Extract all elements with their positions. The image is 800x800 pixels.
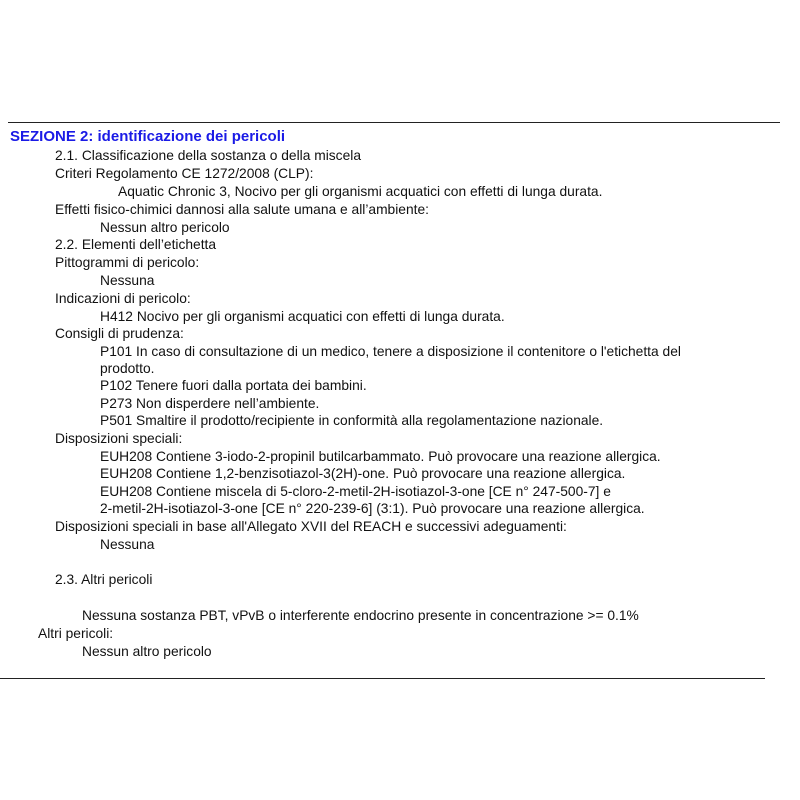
subsection-2-3-heading: 2.3. Altri pericoli: [55, 572, 153, 587]
criteria-label: Criteri Regolamento CE 1272/2008 (CLP):: [55, 166, 314, 181]
pictograms-label: Pittogrammi di pericolo:: [55, 255, 200, 270]
precaution-p101-continued: prodotto.: [100, 361, 155, 376]
precaution-p101: P101 In caso di consultazione di un medico, tenere a disposizione il contenitore o l'etichetta del: [100, 344, 681, 359]
reach-provisions-value: Nessuna: [100, 537, 155, 552]
other-hazards-label: Altri pericoli:: [38, 626, 114, 641]
special-provisions-label: Disposizioni speciali:: [55, 431, 183, 446]
precaution-p501: P501 Smaltire il prodotto/recipiente in conformità alla regolamentazione nazionale.: [100, 413, 604, 428]
subsection-2-2-heading: 2.2. Elementi dell’etichetta: [55, 237, 217, 252]
top-divider: [8, 122, 780, 123]
criteria-value: Aquatic Chronic 3, Nocivo per gli organismi acquatici con effetti di lunga durata.: [118, 184, 603, 199]
precaution-p102: P102 Tenere fuori dalla portata dei bambini.: [100, 378, 367, 393]
pictograms-value: Nessuna: [100, 273, 155, 288]
precaution-p273: P273 Non disperdere nell’ambiente.: [100, 396, 320, 411]
pbt-statement: Nessuna sostanza PBT, vPvB o interferente endocrino presente in concentrazione >= 0.1%: [82, 608, 639, 623]
euh208-statement-3-continued: 2-metil-2H-isotiazol-3-one [CE n° 220-239-6] (3:1). Può provocare una reazione allergica.: [100, 501, 645, 516]
other-hazards-value: Nessun altro pericolo: [82, 644, 212, 659]
hazard-statement-h412: H412 Nocivo per gli organismi acquatici con effetti di lunga durata.: [100, 309, 505, 324]
hazard-label: Indicazioni di pericolo:: [55, 291, 191, 306]
bottom-divider: [0, 678, 765, 679]
subsection-2-1-heading: 2.1. Classificazione della sostanza o della miscela: [55, 148, 361, 163]
euh208-statement-1: EUH208 Contiene 3-iodo-2-propinil butilcarbammato. Può provocare una reazione allergica.: [100, 449, 661, 464]
euh208-statement-3: EUH208 Contiene miscela di 5-cloro-2-metil-2H-isotiazol-3-one [CE n° 247-500-7] e: [100, 484, 611, 499]
effects-value: Nessun altro pericolo: [100, 220, 230, 235]
precautions-label: Consigli di prudenza:: [55, 326, 184, 341]
euh208-statement-2: EUH208 Contiene 1,2-benzisotiazol-3(2H)-one. Può provocare una reazione allergica.: [100, 466, 626, 481]
section-title: SEZIONE 2: identificazione dei pericoli: [10, 128, 286, 145]
effects-label: Effetti fisico-chimici dannosi alla salute umana e all’ambiente:: [55, 202, 429, 217]
reach-provisions-label: Disposizioni speciali in base all'Allegato XVII del REACH e successivi adeguamenti:: [55, 519, 567, 534]
